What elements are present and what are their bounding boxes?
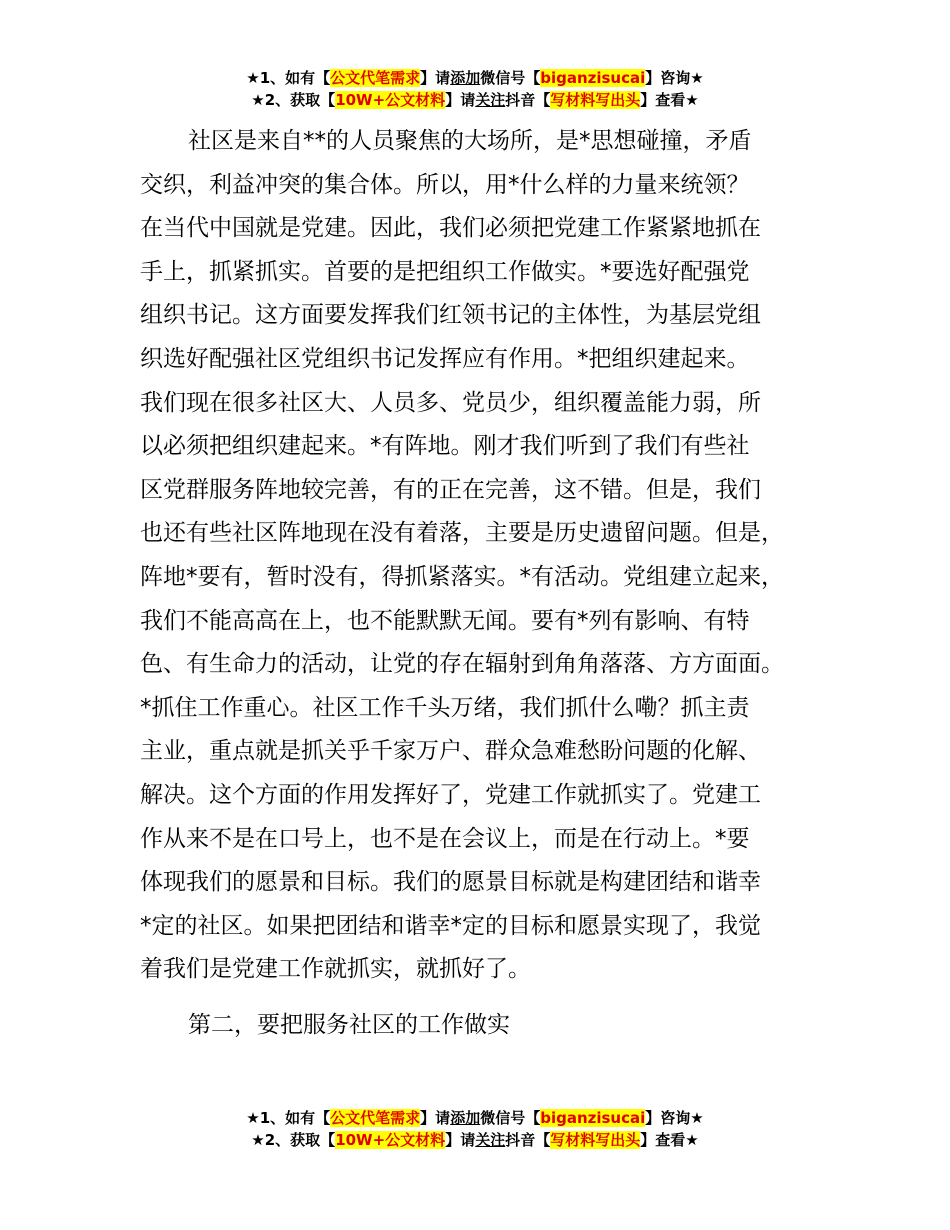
header-banner [0, 67, 950, 111]
banner-line-2 [0, 89, 950, 111]
text-line: *定的社区。如果把团结和谐幸*定的目标和愿景实现了，我觉 [140, 912, 761, 939]
text-line: 我们现在很多社区大、人员多、党员少，组织覆盖能力弱，所 [140, 389, 761, 416]
banner-emphasis: 关注 [475, 1131, 506, 1149]
text-line: 社区是来自**的人员聚焦的大场所，是*思想碰撞，矛盾 [188, 128, 752, 154]
text-line: 体现我们的愿景和目标。我们的愿景目标就是构建团结和谐幸 [140, 869, 761, 896]
banner-highlight: 10W+公文材料 [335, 91, 446, 109]
footer-banner [0, 1107, 950, 1151]
text-line: 着我们是党建工作就抓实，就抓好了。 [140, 956, 531, 983]
text-line: 区党群服务阵地较完善，有的正在完善，这不错。但是，我们 [140, 476, 761, 503]
banner-text: ★2、获取【 [251, 1131, 336, 1149]
banner-emphasis: 添加 [450, 69, 481, 87]
banner-text: 抖音【 [505, 1131, 551, 1149]
banner-text: 】咨询★ [645, 69, 704, 87]
banner-text: ★2、获取【 [251, 91, 336, 109]
banner-highlight: biganzisucai [540, 69, 646, 87]
banner-line-1 [0, 1107, 950, 1129]
banner-text: ★1、如有【 [246, 1109, 331, 1127]
banner-text: 】查看★ [640, 1131, 699, 1149]
banner-text: 】咨询★ [645, 1109, 704, 1127]
banner-text: 】请 [420, 1109, 451, 1127]
text-line: 解决。这个方面的作用发挥好了，党建工作就抓实了。党建工 [140, 781, 761, 808]
paragraph-1 [140, 120, 830, 992]
text-line: 阵地*要有，暂时没有，得抓紧落实。*有活动。党组建立起来， [140, 563, 784, 590]
paragraph-2 [140, 1004, 830, 1048]
banner-text: ★1、如有【 [246, 69, 331, 87]
banner-text: 】查看★ [640, 91, 699, 109]
text-line: 组织书记。这方面要发挥我们红领书记的主体性，为基层党组 [140, 302, 761, 329]
banner-highlight: 写材料写出头 [550, 91, 641, 109]
banner-text: 】请 [445, 91, 476, 109]
banner-highlight: 10W+公文材料 [335, 1131, 446, 1149]
text-line: 交织，利益冲突的集合体。所以，用*什么样的力量来统领？ [140, 171, 750, 198]
text-line: 在当代中国就是党建。因此，我们必须把党建工作紧紧地抓在 [140, 215, 761, 242]
text-line: 织选好配强社区党组织书记发挥应有作用。*把组织建起来。 [140, 345, 750, 372]
text-line: 手上，抓紧抓实。首要的是把组织工作做实。*要选好配强党 [140, 258, 750, 285]
text-line: 主业，重点就是抓关乎千家万户、群众急难愁盼问题的化解、 [140, 738, 761, 765]
banner-emphasis: 添加 [450, 1109, 481, 1127]
banner-highlight: 公文代笔需求 [330, 69, 421, 87]
text-line: 色、有生命力的活动，让党的存在辐射到角角落落、方方面面。 [140, 651, 784, 678]
banner-emphasis: 关注 [475, 91, 506, 109]
banner-text: 】请 [445, 1131, 476, 1149]
banner-text: 微信号【 [480, 1109, 541, 1127]
text-line: 作从来不是在口号上，也不是在会议上，而是在行动上。*要 [140, 825, 750, 852]
banner-highlight: biganzisucai [540, 1109, 646, 1127]
text-line: *抓住工作重心。社区工作千头万绪，我们抓什么嘞？抓主责 [140, 694, 750, 721]
banner-line-2 [0, 1129, 950, 1151]
section-heading: 第二，要把服务社区的工作做实 [188, 1011, 510, 1038]
banner-highlight: 公文代笔需求 [330, 1109, 421, 1127]
banner-text: 微信号【 [480, 69, 541, 87]
banner-text: 】请 [420, 69, 451, 87]
banner-text: 抖音【 [505, 91, 551, 109]
text-line: 我们不能高高在上，也不能默默无闻。要有*列有影响、有特 [140, 607, 750, 634]
text-line: 也还有些社区阵地现在没有着落，主要是历史遗留问题。但是， [140, 520, 784, 547]
banner-line-1 [0, 67, 950, 89]
document-body [140, 120, 830, 1047]
text-line: 以必须把组织建起来。*有阵地。刚才我们听到了我们有些社 [140, 433, 750, 460]
banner-highlight: 写材料写出头 [550, 1131, 641, 1149]
